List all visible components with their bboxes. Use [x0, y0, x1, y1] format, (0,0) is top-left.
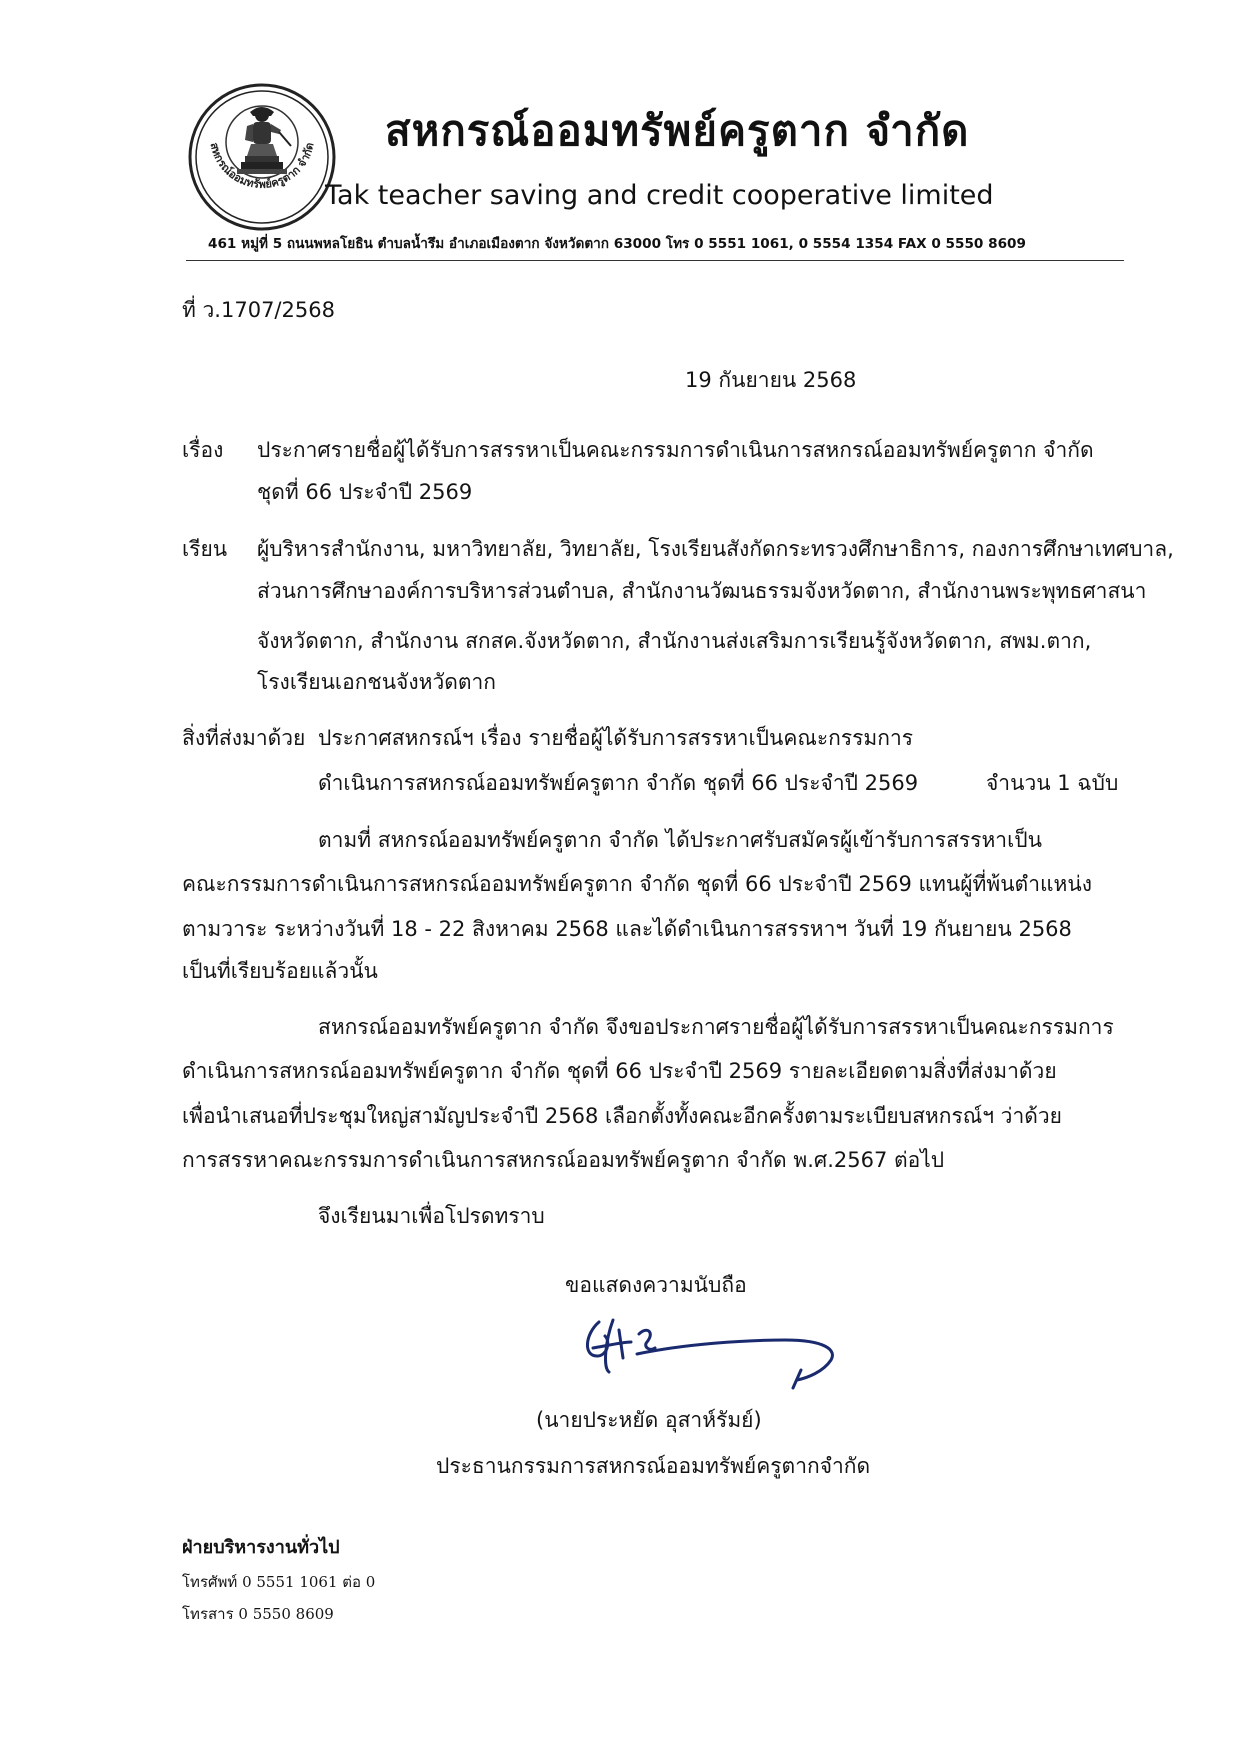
closing-line: จึงเรียนมาเพื่อโปรดทราบ — [318, 1204, 545, 1228]
subject-label: เรื่อง — [182, 438, 224, 462]
paragraph-line: ตามวาระ ระหว่างวันที่ 18 - 22 สิงหาคม 2568 และได้ดำเนินการสรรหาฯ วันที่ 19 กันยายน 2568 — [182, 917, 1072, 941]
signature-icon — [575, 1312, 845, 1397]
paragraph-line: การสรรหาคณะกรรมการดำเนินการสหกรณ์ออมทรัพย์ครูตาก จำกัด พ.ศ.2567 ต่อไป — [182, 1148, 945, 1172]
paragraph-line: ดำเนินการสหกรณ์ออมทรัพย์ครูตาก จำกัด ชุดที่ 66 ประจำปี 2569 รายละเอียดตามสิ่งที่ส่งมาด้วย — [182, 1059, 1057, 1083]
cooperative-seal-icon — [187, 82, 337, 232]
letter-date: 19 กันยายน 2568 — [685, 368, 857, 392]
enclosure-count: จำนวน 1 ฉบับ — [986, 771, 1119, 795]
org-address: 461 หมู่ที่ 5 ถนนพหลโยธิน ตำบลน้ำรึม อำเภอเมืองตาก จังหวัดตาก 63000 โทร 0 5551 1061, 0 5554 1354 FAX 0 5550 8609 — [208, 236, 1026, 252]
org-name-thai: สหกรณ์ออมทรัพย์ครูตาก จำกัด — [385, 106, 970, 155]
signer-name: (นายประหยัด อุสาห์รัมย์) — [536, 1408, 762, 1432]
recipient-line: ส่วนการศึกษาองค์การบริหารส่วนตำบล, สำนักงานวัฒนธรรมจังหวัดตาก, สำนักงานพระพุทธศาสนา — [257, 579, 1147, 603]
recipient-line: ผู้บริหารสำนักงาน, มหาวิทยาลัย, วิทยาลัย, โรงเรียนสังกัดกระทรวงศึกษาธิการ, กองการศึกษาเทศบาล, — [257, 537, 1174, 561]
paragraph-line: สหกรณ์ออมทรัพย์ครูตาก จำกัด จึงขอประกาศรายชื่อผู้ได้รับการสรรหาเป็นคณะกรรมการ — [318, 1015, 1114, 1039]
subject-line: ประกาศรายชื่อผู้ได้รับการสรรหาเป็นคณะกรรมการดำเนินการสหกรณ์ออมทรัพย์ครูตาก จำกัด — [257, 438, 1094, 462]
enclosure-line: ดำเนินการสหกรณ์ออมทรัพย์ครูตาก จำกัด ชุดที่ 66 ประจำปี 2569 — [318, 771, 919, 795]
svg-text:สหกรณ์ออมทรัพย์ครูตาก จำกัด: สหกรณ์ออมทรัพย์ครูตาก จำกัด — [207, 141, 317, 191]
recipient-label: เรียน — [182, 537, 228, 561]
paragraph-line: ตามที่ สหกรณ์ออมทรัพย์ครูตาก จำกัด ได้ประกาศรับสมัครผู้เข้ารับการสรรหาเป็น — [318, 828, 1042, 852]
reference-number: ที่ ว.1707/2568 — [182, 298, 335, 322]
header-divider — [186, 260, 1124, 261]
footer-department: ฝ่ายบริหารงานทั่วไป — [182, 1537, 340, 1558]
paragraph-line: เป็นที่เรียบร้อยแล้วนั้น — [182, 959, 378, 983]
footer-phone: โทรศัพท์ 0 5551 1061 ต่อ 0 — [182, 1573, 376, 1591]
signer-title: ประธานกรรมการสหกรณ์ออมทรัพย์ครูตากจำกัด — [436, 1454, 871, 1478]
footer-fax: โทรสาร 0 5550 8609 — [182, 1605, 334, 1623]
enclosure-line: ประกาศสหกรณ์ฯ เรื่อง รายชื่อผู้ได้รับการสรรหาเป็นคณะกรรมการ — [318, 726, 914, 750]
recipient-line: โรงเรียนเอกชนจังหวัดตาก — [257, 670, 497, 694]
enclosure-label: สิ่งที่ส่งมาด้วย — [182, 726, 306, 750]
recipient-line: จังหวัดตาก, สำนักงาน สกสค.จังหวัดตาก, สำนักงานส่งเสริมการเรียนรู้จังหวัดตาก, สพม.ตาก, — [257, 629, 1092, 653]
subject-line: ชุดที่ 66 ประจำปี 2569 — [257, 480, 473, 504]
paragraph-line: คณะกรรมการดำเนินการสหกรณ์ออมทรัพย์ครูตาก จำกัด ชุดที่ 66 ประจำปี 2569 แทนผู้ที่พ้นตำแหน่ง — [182, 872, 1092, 896]
regards-line: ขอแสดงความนับถือ — [565, 1273, 747, 1297]
org-name-english: Tak teacher saving and credit cooperative limited — [325, 180, 994, 211]
paragraph-line: เพื่อนำเสนอที่ประชุมใหญ่สามัญประจำปี 2568 เลือกตั้งทั้งคณะอีกครั้งตามระเบียบสหกรณ์ฯ ว่าด้วย — [182, 1104, 1062, 1128]
